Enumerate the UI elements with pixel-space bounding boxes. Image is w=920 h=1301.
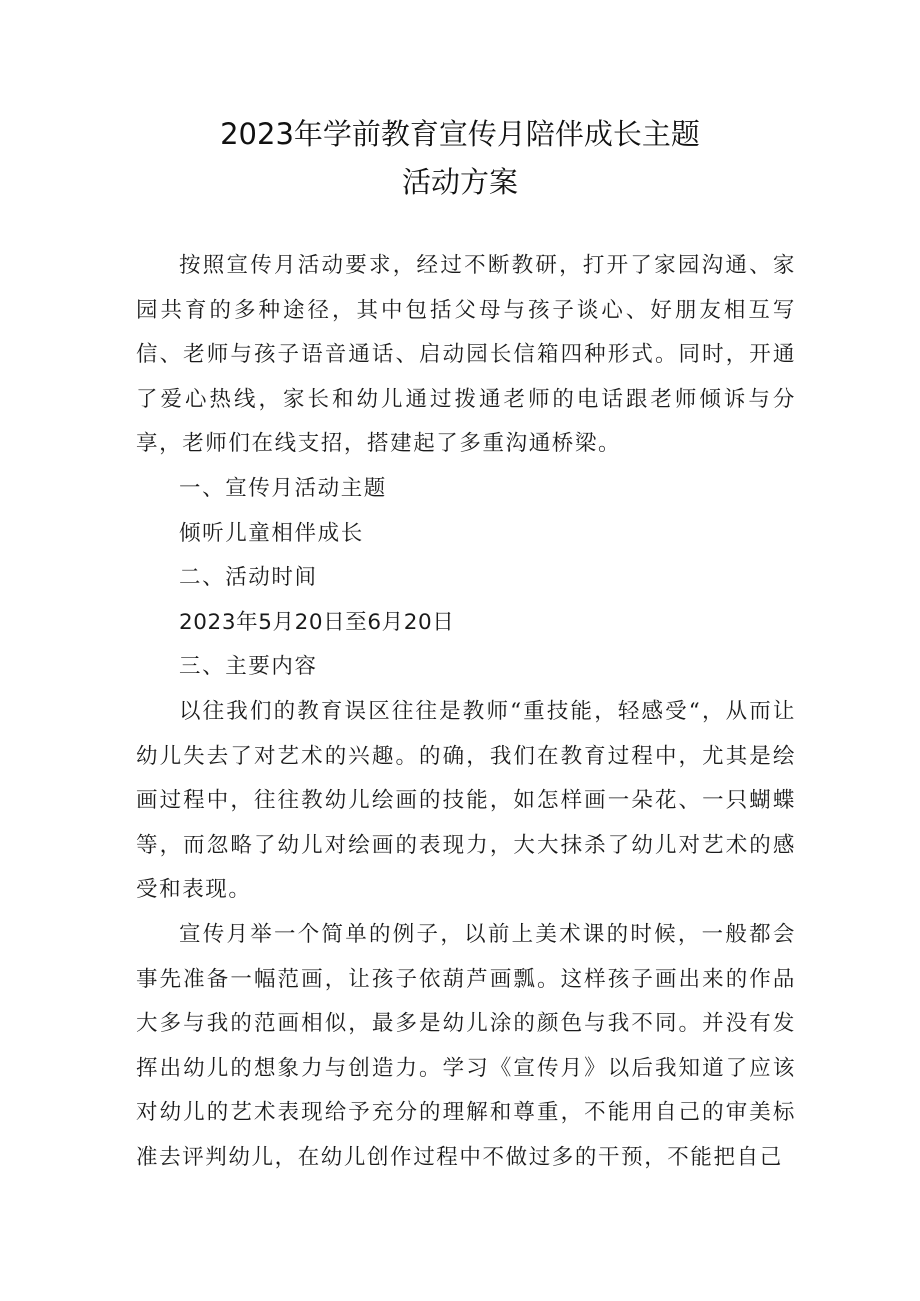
content-paragraph: 以往我们的教育误区往往是教师“重技能，轻感受“，从而让幼儿失去了对艺术的兴趣。的确，我们在教育过程中，尤其是绘画过程中，往往教幼儿绘画的技能，如怎样画一朵花、一只蝴蝶等，而忽略了幼儿对绘画的表现力，大大抹杀了幼儿对艺术的感受和表现。: [136, 698, 796, 903]
section-heading-content: 三、主要内容: [179, 654, 318, 680]
document-title-line-1: 2023年学前教育宣传月陪伴成长主题: [220, 117, 700, 151]
section-heading-time: 二、活动时间: [179, 565, 318, 591]
document-body: [136, 244, 796, 1180]
section-heading-theme: 一、宣传月活动主题: [179, 475, 387, 501]
intro-paragraph: 按照宣传月活动要求，经过不断教研，打开了家园沟通、家园共育的多种途径，其中包括父母与孩子谈心、好朋友相互写信、老师与孩子语音通话、启动园长信箱四种形式。同时，开通了爱心热线，家长和幼儿通过拨通老师的电话跟老师倾诉与分享，老师们在线支招，搭建起了多重沟通桥梁。: [136, 253, 796, 457]
document-title-line-2: 活动方案: [401, 165, 518, 199]
activity-date-range: 2023年5月20日至6月20日: [179, 609, 455, 635]
content-paragraph: 宣传月举一个简单的例子，以前上美术课的时候，一般都会事先准备一幅范画，让孩子依葫芦画瓢。这样孩子画出来的作品大多与我的范画相似，最多是幼儿涂的颜色与我不同。并没有发挥出幼儿的想象力与创造力。学习《宣传月》以后我知道了应该对幼儿的艺术表现给予充分的理解和尊重，不能用自己的审美标准去评判幼儿，在幼儿创作过程中不做过多的干预，不能把自己: [136, 921, 796, 1170]
theme-text: 倾听儿童相伴成长: [179, 520, 364, 546]
